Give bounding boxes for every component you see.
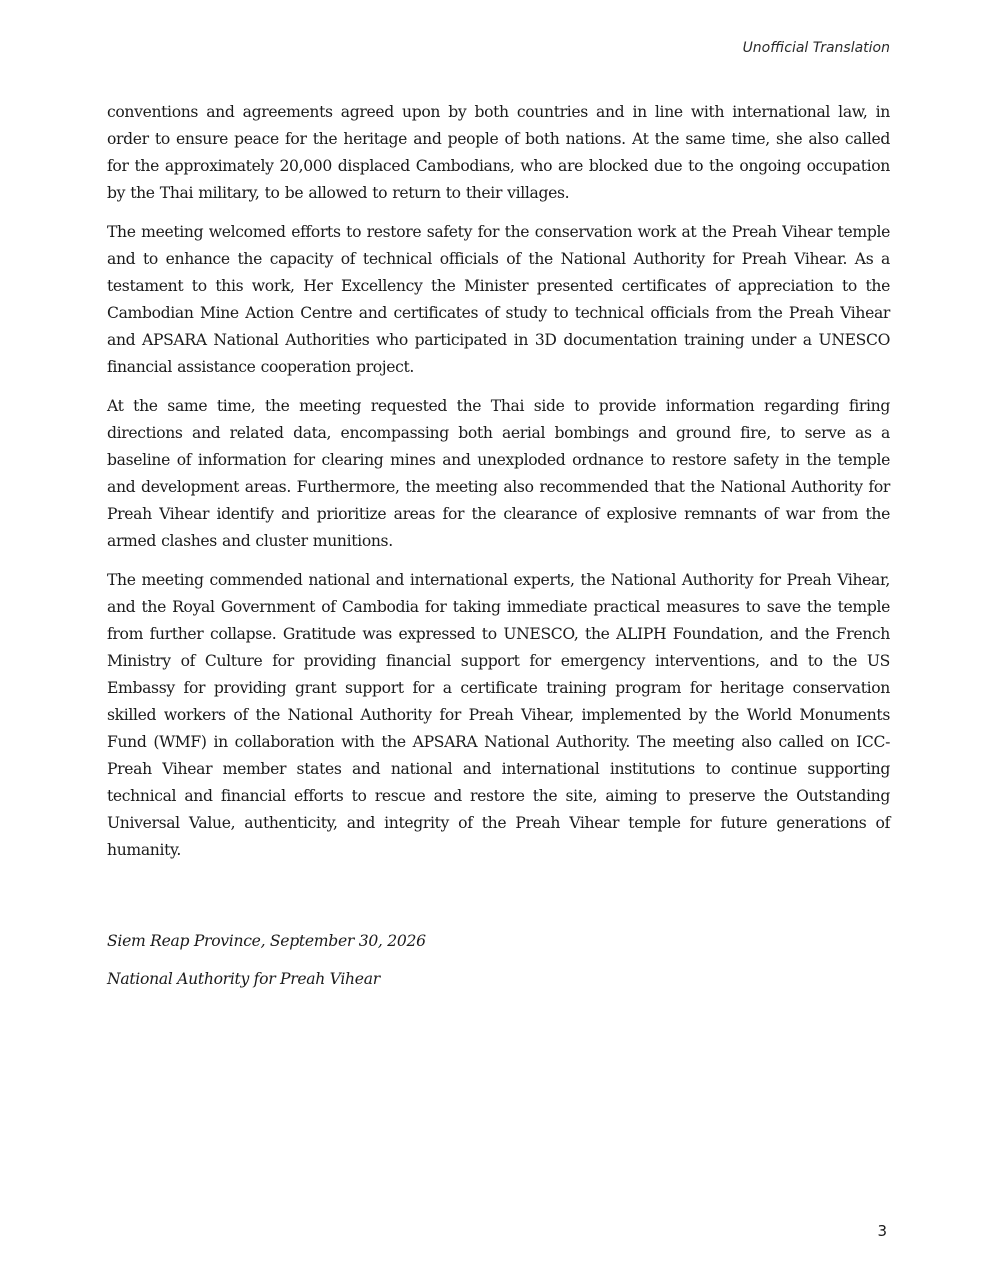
signature-place-date: Siem Reap Province, September 30, 2026 — [107, 932, 426, 950]
signature-organization: National Authority for Preah Vihear — [107, 970, 380, 988]
paragraph: At the same time, the meeting requested the Thai side to provide information regarding firing directions and related data, encompassing both aerial bombings and ground fire, to serve as a baseline of information for clearing mines and unexploded ordnance to restore safety in the temple and development areas. Furthermore, the meeting also recommended that the National Authority for Preah Vihear identify and prioritize areas for the clearance of explosive remnants of war from the armed clashes and cluster munitions. — [107, 397, 890, 550]
paragraph: The meeting welcomed efforts to restore safety for the conservation work at the Preah Vihear temple and to enhance the capacity of technical officials of the National Authority for Preah Vihear. As a testament to this work, Her Excellency the Minister presented certificates of appreciation to the Cambodian Mine Action Centre and certificates of study to technical officials from the Preah Vihear and APSARA National Authorities who participated in 3D documentation training under a UNESCO financial assistance cooperation project. — [107, 223, 890, 376]
page-number: 3 — [877, 1222, 887, 1240]
body-text — [107, 99, 890, 876]
header-note: Unofficial Translation — [742, 40, 890, 56]
paragraph: The meeting commended national and international experts, the National Authority for Preah Vihear, and the Royal Government of Cambodia for taking immediate practical measures to save the temple from further collapse. Gratitude was expressed to UNESCO, the ALIPH Foundation, and the French Ministry of Culture for providing financial support for emergency interventions, and to the US Embassy for providing grant support for a certificate training program for heritage conservation skilled workers of the National Authority for Preah Vihear, implemented by the World Monuments Fund (WMF) in collaboration with the APSARA National Authority. The meeting also called on ICC-Preah Vihear member states and national and international institutions to continue supporting technical and financial efforts to rescue and restore the site, aiming to preserve the Outstanding Universal Value, authenticity, and integrity of the Preah Vihear temple for future generations of humanity. — [107, 571, 890, 859]
paragraph: conventions and agreements agreed upon by both countries and in line with international law, in order to ensure peace for the heritage and people of both nations. At the same time, she also called for the approximately 20,000 displaced Cambodians, who are blocked due to the ongoing occupation by the Thai military, to be allowed to return to their villages. — [107, 103, 890, 202]
